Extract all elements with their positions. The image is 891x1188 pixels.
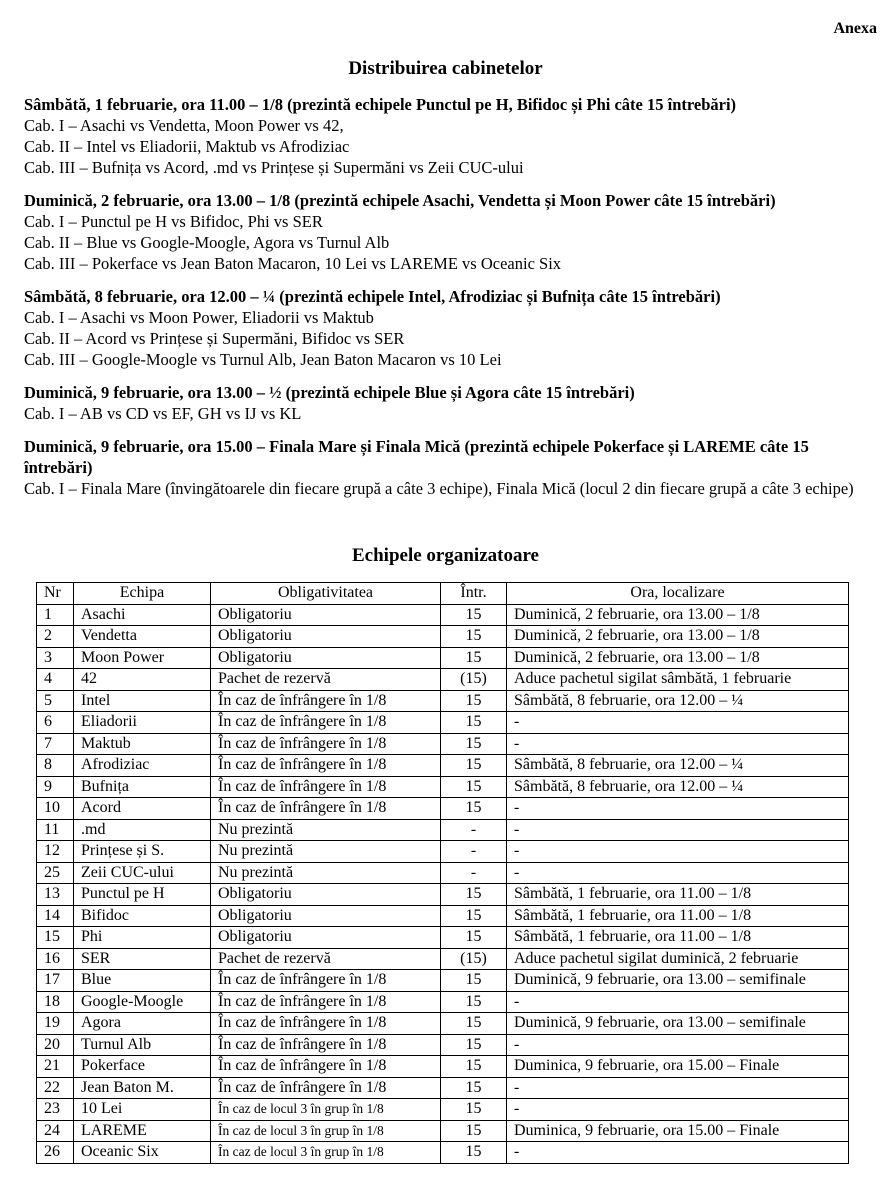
cabinet-line: Cab. III – Google-Moogle vs Turnul Alb, Jean Baton Macaron vs 10 Lei (24, 350, 502, 369)
cell-obligation: Obligatoriu (211, 626, 441, 648)
cell-time-location: - (507, 991, 849, 1013)
cell-time-location: Sâmbătă, 1 februarie, ora 11.00 – 1/8 (507, 927, 849, 949)
cell-team: Prințese și S. (74, 841, 211, 863)
cell-team: Jean Baton M. (74, 1077, 211, 1099)
cell-time-location: Duminică, 2 februarie, ora 13.00 – 1/8 (507, 647, 849, 669)
cell-obligation: Nu prezintă (211, 862, 441, 884)
table-row (37, 1013, 849, 1035)
cell-obligation: Obligatoriu (211, 647, 441, 669)
cell-team: .md (74, 819, 211, 841)
cell-team: Bifidoc (74, 905, 211, 927)
cell-nr: 21 (37, 1056, 74, 1078)
cabinet-line: Cab. II – Intel vs Eliadorii, Maktub vs Afrodiziac (24, 137, 350, 156)
cabinet-line: Cab. II – Blue vs Google-Moogle, Agora vs Turnul Alb (24, 233, 390, 252)
cell-time-location: Duminică, 9 februarie, ora 13.00 – semifinale (507, 970, 849, 992)
cell-obligation: Nu prezintă (211, 841, 441, 863)
cell-nr: 25 (37, 862, 74, 884)
cell-time-location: Aduce pachetul sigilat sâmbătă, 1 februarie (507, 669, 849, 691)
cell-questions: 15 (441, 604, 507, 626)
cabinet-line: Cab. I – AB vs CD vs EF, GH vs IJ vs KL (24, 404, 302, 423)
schedule-heading: Sâmbătă, 1 februarie, ora 11.00 – 1/8 (prezintă echipele Punctul pe H, Bifidoc și Phi câte 15 întrebări) (24, 95, 737, 114)
cell-nr: 14 (37, 905, 74, 927)
table-row (37, 841, 849, 863)
cell-nr: 22 (37, 1077, 74, 1099)
cell-team: Blue (74, 970, 211, 992)
cell-team: 10 Lei (74, 1099, 211, 1121)
cell-team: Zeii CUC-ului (74, 862, 211, 884)
table-row (37, 626, 849, 648)
cell-team: Vendetta (74, 626, 211, 648)
cell-nr: 7 (37, 733, 74, 755)
cell-questions: 15 (441, 1077, 507, 1099)
cell-nr: 2 (37, 626, 74, 648)
cell-nr: 10 (37, 798, 74, 820)
cell-team: Turnul Alb (74, 1034, 211, 1056)
cell-questions: 15 (441, 970, 507, 992)
cell-team: Eliadorii (74, 712, 211, 734)
cell-questions: 15 (441, 1056, 507, 1078)
cell-nr: 26 (37, 1142, 74, 1164)
cell-obligation: În caz de înfrângere în 1/8 (211, 755, 441, 777)
table-row (37, 819, 849, 841)
cell-questions: 15 (441, 798, 507, 820)
cell-obligation: Pachet de rezervă (211, 669, 441, 691)
cell-nr: 3 (37, 647, 74, 669)
cabinet-line: Cab. I – Asachi vs Moon Power, Eliadorii vs Maktub (24, 308, 374, 327)
cell-time-location: Aduce pachetul sigilat duminică, 2 februarie (507, 948, 849, 970)
cell-time-location: - (507, 1099, 849, 1121)
cell-obligation: În caz de înfrângere în 1/8 (211, 1077, 441, 1099)
cell-nr: 23 (37, 1099, 74, 1121)
cell-team: Oceanic Six (74, 1142, 211, 1164)
cell-time-location: - (507, 862, 849, 884)
cell-nr: 15 (37, 927, 74, 949)
cell-obligation: Obligatoriu (211, 927, 441, 949)
cell-time-location: - (507, 733, 849, 755)
table-row (37, 604, 849, 626)
cell-time-location: - (507, 1142, 849, 1164)
cell-questions: (15) (441, 948, 507, 970)
cell-questions: - (441, 862, 507, 884)
cell-team: SER (74, 948, 211, 970)
cell-time-location: Duminica, 9 februarie, ora 15.00 – Finale (507, 1120, 849, 1142)
schedule-section (24, 286, 880, 370)
cell-nr: 12 (37, 841, 74, 863)
cell-time-location: Sâmbătă, 8 februarie, ora 12.00 – ¼ (507, 690, 849, 712)
cell-obligation: Nu prezintă (211, 819, 441, 841)
cell-questions: 15 (441, 1142, 507, 1164)
table-row (37, 1120, 849, 1142)
cell-nr: 11 (37, 819, 74, 841)
cell-obligation: În caz de locul 3 în grup în 1/8 (211, 1120, 441, 1142)
cell-nr: 24 (37, 1120, 74, 1142)
cell-time-location: - (507, 1077, 849, 1099)
table-row (37, 755, 849, 777)
table-row (37, 690, 849, 712)
cell-questions: (15) (441, 669, 507, 691)
table-row (37, 669, 849, 691)
cell-time-location: - (507, 712, 849, 734)
cell-time-location: Sâmbătă, 8 februarie, ora 12.00 – ¼ (507, 776, 849, 798)
schedule-section (24, 94, 880, 178)
cell-team: Agora (74, 1013, 211, 1035)
table-row (37, 1099, 849, 1121)
column-header-ora-localizare: Ora, localizare (507, 583, 849, 605)
cell-obligation: În caz de înfrângere în 1/8 (211, 991, 441, 1013)
cell-time-location: Duminică, 2 februarie, ora 13.00 – 1/8 (507, 626, 849, 648)
cell-time-location: Duminică, 9 februarie, ora 13.00 – semifinale (507, 1013, 849, 1035)
schedule-section (24, 436, 880, 499)
cell-time-location: - (507, 1034, 849, 1056)
cell-obligation: În caz de înfrângere în 1/8 (211, 970, 441, 992)
table-row (37, 1056, 849, 1078)
table-row (37, 970, 849, 992)
cell-time-location: - (507, 798, 849, 820)
distribution-title: Distribuirea cabinetelor (348, 58, 543, 79)
cell-time-location: - (507, 841, 849, 863)
cell-obligation: Pachet de rezervă (211, 948, 441, 970)
cell-obligation: În caz de înfrângere în 1/8 (211, 712, 441, 734)
table-row (37, 798, 849, 820)
distribution-sections (24, 94, 880, 511)
cell-questions: 15 (441, 776, 507, 798)
cell-questions: 15 (441, 690, 507, 712)
cell-questions: 15 (441, 647, 507, 669)
cell-obligation: Obligatoriu (211, 884, 441, 906)
schedule-section (24, 382, 880, 424)
schedule-section (24, 190, 880, 274)
cell-questions: 15 (441, 991, 507, 1013)
table-row (37, 905, 849, 927)
organizers-title: Echipele organizatoare (352, 545, 539, 566)
cell-team: Punctul pe H (74, 884, 211, 906)
table-row (37, 1142, 849, 1164)
cell-obligation: În caz de locul 3 în grup în 1/8 (211, 1099, 441, 1121)
cell-nr: 13 (37, 884, 74, 906)
cell-team: Pokerface (74, 1056, 211, 1078)
cell-questions: 15 (441, 1013, 507, 1035)
schedule-heading: Duminică, 9 februarie, ora 13.00 – ½ (prezintă echipele Blue și Agora câte 15 întrebări) (24, 383, 635, 402)
cell-questions: 15 (441, 733, 507, 755)
cell-time-location: Sâmbătă, 8 februarie, ora 12.00 – ¼ (507, 755, 849, 777)
cell-obligation: În caz de înfrângere în 1/8 (211, 690, 441, 712)
schedule-heading: Duminică, 2 februarie, ora 13.00 – 1/8 (prezintă echipele Asachi, Vendetta și Moon Power câte 15 întrebări) (24, 191, 776, 210)
cell-team: Phi (74, 927, 211, 949)
table-row (37, 712, 849, 734)
column-header-intrebari: Într. (441, 583, 507, 605)
cell-team: Acord (74, 798, 211, 820)
cell-obligation: În caz de locul 3 în grup în 1/8 (211, 1142, 441, 1164)
annex-label: Anexa (833, 20, 877, 37)
cell-team: Afrodiziac (74, 755, 211, 777)
table-row (37, 1034, 849, 1056)
cell-team: LAREME (74, 1120, 211, 1142)
schedule-heading: Duminică, 9 februarie, ora 15.00 – Finala Mare și Finala Mică (prezintă echipele Pokerface și LAREME câte 15 întrebări) (24, 437, 809, 477)
table-row (37, 948, 849, 970)
column-header-obligativitatea: Obligativitatea (211, 583, 441, 605)
column-header-nr: Nr (37, 583, 74, 605)
table-row (37, 776, 849, 798)
cell-nr: 1 (37, 604, 74, 626)
cell-team: Intel (74, 690, 211, 712)
cell-questions: 15 (441, 884, 507, 906)
cell-nr: 8 (37, 755, 74, 777)
cabinet-line: Cab. I – Punctul pe H vs Bifidoc, Phi vs SER (24, 212, 323, 231)
cabinet-line: Cab. I – Asachi vs Vendetta, Moon Power vs 42, (24, 116, 344, 135)
cell-questions: - (441, 819, 507, 841)
cell-team: 42 (74, 669, 211, 691)
cabinet-line: Cab. I – Finala Mare (învingătoarele din fiecare grupă a câte 3 echipe), Finala Mică (locul 2 din fiecare grupă a câte 3 echipe) (24, 479, 854, 498)
cell-nr: 17 (37, 970, 74, 992)
cell-obligation: Obligatoriu (211, 905, 441, 927)
cabinet-line: Cab. II – Acord vs Prințese și Supermăni, Bifidoc vs SER (24, 329, 405, 348)
cell-nr: 16 (37, 948, 74, 970)
table-row (37, 991, 849, 1013)
cell-team: Moon Power (74, 647, 211, 669)
table-row (37, 862, 849, 884)
cell-obligation: În caz de înfrângere în 1/8 (211, 1013, 441, 1035)
cell-obligation: În caz de înfrângere în 1/8 (211, 1056, 441, 1078)
cell-obligation: În caz de înfrângere în 1/8 (211, 776, 441, 798)
cell-obligation: Obligatoriu (211, 604, 441, 626)
cell-questions: 15 (441, 927, 507, 949)
cell-obligation: În caz de înfrângere în 1/8 (211, 798, 441, 820)
cell-obligation: În caz de înfrângere în 1/8 (211, 1034, 441, 1056)
cell-team: Asachi (74, 604, 211, 626)
cell-nr: 4 (37, 669, 74, 691)
cabinet-line: Cab. III – Pokerface vs Jean Baton Macaron, 10 Lei vs LAREME vs Oceanic Six (24, 254, 562, 273)
cell-team: Google-Moogle (74, 991, 211, 1013)
table-row (37, 647, 849, 669)
organizers-table (36, 582, 849, 1164)
table-row (37, 733, 849, 755)
cell-team: Maktub (74, 733, 211, 755)
cell-time-location: Sâmbătă, 1 februarie, ora 11.00 – 1/8 (507, 884, 849, 906)
cell-questions: 15 (441, 1099, 507, 1121)
table-row (37, 927, 849, 949)
cell-questions: 15 (441, 755, 507, 777)
cell-obligation: În caz de înfrângere în 1/8 (211, 733, 441, 755)
table-row (37, 1077, 849, 1099)
cell-nr: 20 (37, 1034, 74, 1056)
table-row (37, 884, 849, 906)
cell-time-location: - (507, 819, 849, 841)
cell-nr: 19 (37, 1013, 74, 1035)
cabinet-line: Cab. III – Bufnița vs Acord, .md vs Prințese și Supermăni vs Zeii CUC-ului (24, 158, 524, 177)
cell-nr: 6 (37, 712, 74, 734)
cell-questions: 15 (441, 626, 507, 648)
cell-nr: 5 (37, 690, 74, 712)
column-header-echipa: Echipa (74, 583, 211, 605)
cell-questions: 15 (441, 905, 507, 927)
table-header-row (37, 583, 849, 605)
cell-time-location: Duminica, 9 februarie, ora 15.00 – Finale (507, 1056, 849, 1078)
cell-questions: 15 (441, 712, 507, 734)
cell-time-location: Duminică, 2 februarie, ora 13.00 – 1/8 (507, 604, 849, 626)
cell-nr: 18 (37, 991, 74, 1013)
schedule-heading: Sâmbătă, 8 februarie, ora 12.00 – ¼ (prezintă echipele Intel, Afrodiziac și Bufnița câte 15 întrebări) (24, 287, 721, 306)
cell-questions: 15 (441, 1120, 507, 1142)
cell-time-location: Sâmbătă, 1 februarie, ora 11.00 – 1/8 (507, 905, 849, 927)
cell-questions: 15 (441, 1034, 507, 1056)
cell-team: Bufnița (74, 776, 211, 798)
cell-questions: - (441, 841, 507, 863)
cell-nr: 9 (37, 776, 74, 798)
